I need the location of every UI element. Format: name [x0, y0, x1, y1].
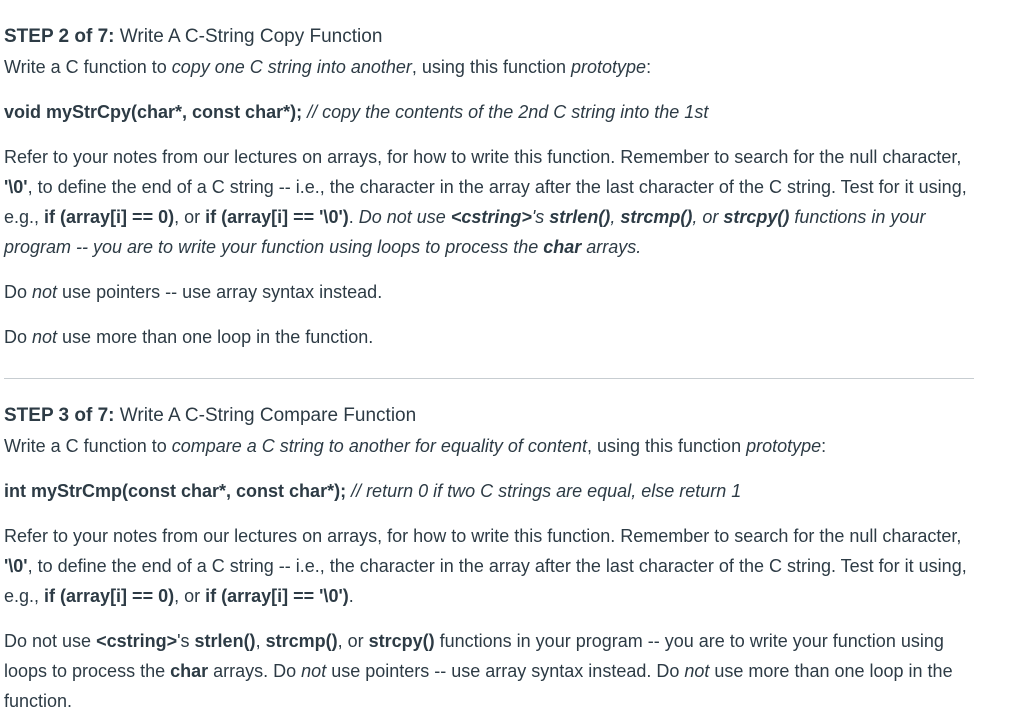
text-run: functions in your program -- you are to write your function using loops to process the — [4, 207, 926, 257]
step-3-intro — [4, 431, 976, 461]
text-run: not — [32, 282, 58, 302]
text-run: use pointers -- use array syntax instead. — [57, 282, 383, 302]
text-run: Refer to your notes from our lectures on arrays, for how to write this function. Remember to search for the null character, — [4, 526, 962, 546]
text-run: , or — [692, 207, 724, 227]
step-3-prototype-code: int myStrCmp(const char*, const char*); — [4, 481, 347, 501]
text-run: arrays. Do — [208, 661, 302, 681]
text-run: <cstring> — [96, 631, 178, 651]
step-3-prototype-comment: // return 0 if two C strings are equal, else return 1 — [346, 481, 742, 501]
step-2-section — [4, 22, 976, 352]
text-run: copy one C string into another — [171, 57, 412, 77]
step-2-intro — [4, 52, 976, 82]
text-run: , to define the end of a C string -- i.e., the character in the array after the last character of the C string. Test for it using, e.g., — [4, 177, 967, 227]
text-run: , — [255, 631, 266, 651]
step-3-refer-paragraph — [4, 521, 976, 611]
step-2-title: Write A C-String Copy Function — [114, 26, 383, 47]
text-run: , — [610, 207, 621, 227]
text-run: if (array[i] == 0) — [44, 586, 175, 606]
text-run: Do — [4, 282, 33, 302]
text-run: strcpy() — [723, 207, 790, 227]
text-run: Do not use — [4, 631, 97, 651]
text-run: '\0' — [4, 556, 28, 576]
text-run: not — [32, 327, 58, 347]
text-run: prototype — [571, 57, 647, 77]
text-run: arrays. — [581, 237, 642, 257]
step-2-label: STEP 2 of 7: — [4, 26, 115, 47]
section-divider — [4, 378, 974, 379]
text-run: compare a C string to another for equality of content — [171, 436, 587, 456]
text-run: . — [348, 586, 354, 606]
text-run: strlen() — [194, 631, 256, 651]
step-3-label: STEP 3 of 7: — [4, 405, 115, 426]
text-run: , or — [174, 207, 206, 227]
text-run: use more than one loop in the function. — [4, 661, 953, 711]
text-run: strlen() — [549, 207, 611, 227]
text-run: not — [301, 661, 327, 681]
step-3-heading — [4, 401, 976, 431]
text-run: use more than one loop in the function. — [57, 327, 374, 347]
step-2-prototype-code: void myStrCpy(char*, const char*); — [4, 102, 303, 122]
text-run: if (array[i] == 0) — [44, 207, 175, 227]
text-run: , using this function — [411, 57, 571, 77]
step-2-prototype — [4, 97, 976, 127]
text-run: , to define the end of a C string -- i.e., the character in the array after the last character of the C string. Test for it using, e.g., — [4, 556, 967, 606]
text-run: char — [543, 237, 582, 257]
text-run: strcmp() — [620, 207, 693, 227]
text-run: char — [170, 661, 209, 681]
step-3-rules-paragraph — [4, 626, 976, 716]
text-run: if (array[i] == '\0') — [205, 586, 349, 606]
text-run: if (array[i] == '\0') — [205, 207, 349, 227]
text-run: . — [348, 207, 359, 227]
text-run: Do — [4, 327, 33, 347]
step-2-refer-paragraph — [4, 142, 976, 262]
text-run: strcpy() — [368, 631, 435, 651]
step-3-section — [4, 401, 976, 716]
text-run: Write a C function to — [4, 436, 172, 456]
text-run: strcmp() — [265, 631, 338, 651]
text-run: : — [821, 436, 827, 456]
step-3-prototype — [4, 476, 976, 506]
text-run: : — [646, 57, 652, 77]
text-run: '\0' — [4, 177, 28, 197]
text-run: <cstring> — [450, 207, 532, 227]
text-run: 's — [531, 207, 550, 227]
text-run: Do not use — [358, 207, 451, 227]
text-run: , or — [337, 631, 369, 651]
text-run: Refer to your notes from our lectures on arrays, for how to write this function. Remember to search for the null character, — [4, 147, 962, 167]
step-3-title: Write A C-String Compare Function — [114, 405, 417, 426]
text-run: , or — [174, 586, 206, 606]
step-2-heading — [4, 22, 976, 52]
step-2-no-pointers — [4, 277, 976, 307]
text-run: Write a C function to — [4, 57, 172, 77]
text-run: functions in your program -- you are to write your function using loops to process the — [4, 631, 944, 681]
text-run: , using this function — [586, 436, 747, 456]
step-2-one-loop — [4, 322, 976, 352]
text-run: not — [684, 661, 710, 681]
text-run: use pointers -- use array syntax instead. Do — [326, 661, 685, 681]
text-run: prototype — [746, 436, 822, 456]
text-run: 's — [177, 631, 195, 651]
step-2-prototype-comment: // copy the contents of the 2nd C string into the 1st — [302, 102, 709, 122]
